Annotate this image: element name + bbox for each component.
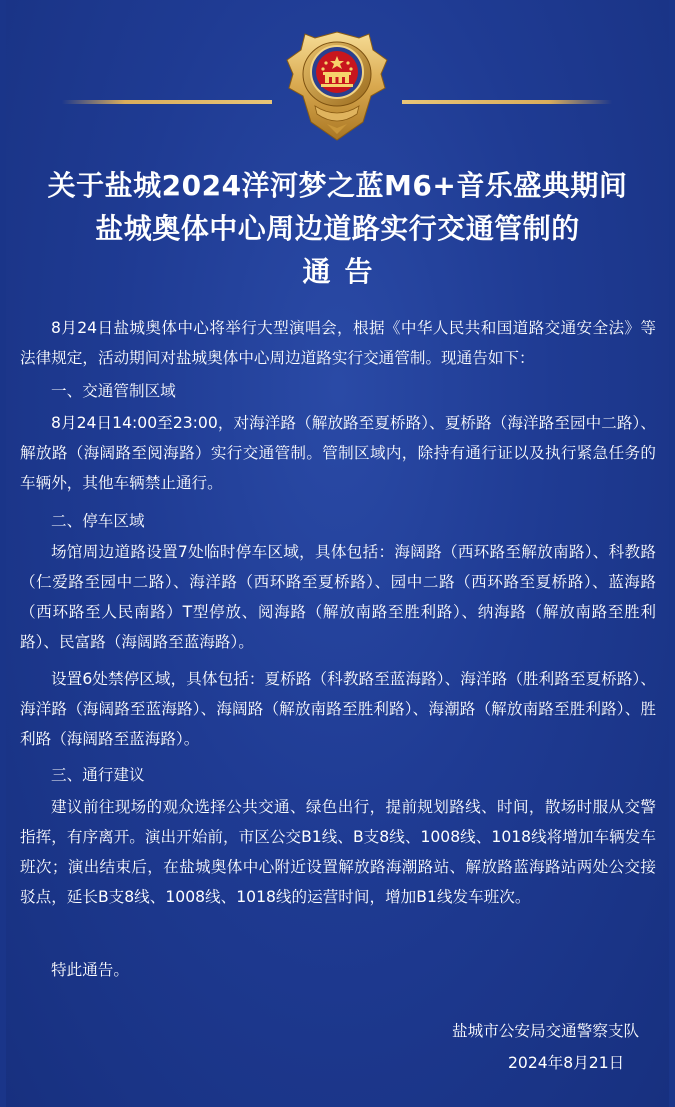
section3-heading: 三、通行建议 xyxy=(51,766,145,784)
police-emblem-icon xyxy=(277,28,397,146)
emblem-header xyxy=(0,28,675,148)
gold-divider-left xyxy=(62,100,272,104)
section2-paragraph-2: 设置6处禁停区域，具体包括：夏桥路（科教路至蓝海路）、海洋路（胜利路至夏桥路）、海洋路（海阔路至蓝海路）、海阔路（解放南路至胜利路）、海潮路（解放南路至胜利路）、胜利路（海阔路至蓝海路）。 xyxy=(20,670,656,748)
issue-date: 2024年8月21日 xyxy=(508,1054,625,1072)
section2-paragraph-1: 场馆周边道路设置7处临时停车区域，具体包括：海阔路（西环路至解放南路）、科教路（仁爱路至园中二路）、海洋路（西环路至夏桥路）、园中二路（西环路至夏桥路）、蓝海路（西环路至人民南路）T型停放、阅海路（解放南路至胜利路）、纳海路（解放南路至胜利路）、民富路（海阔路至蓝海路）。 xyxy=(20,543,656,651)
issuer-name: 盐城市公安局交通警察支队 xyxy=(452,1022,640,1040)
title-line-2: 盐城奥体中心周边道路实行交通管制的 xyxy=(95,212,580,245)
title-line-1: 关于盐城2024洋河梦之蓝M6+音乐盛典期间 xyxy=(47,169,628,202)
gold-divider-right xyxy=(402,100,612,104)
section2-heading: 二、停车区域 xyxy=(51,512,145,530)
closing-text: 特此通告。 xyxy=(51,961,129,979)
section1-paragraph: 8月24日14:00至23:00，对海洋路（解放路至夏桥路）、夏桥路（海洋路至园中二路）、解放路（海阔路至阅海路）实行交通管制。管制区域内，除持有通行证以及执行紧急任务的车辆外，其他车辆禁止通行。 xyxy=(20,414,656,492)
section1-heading: 一、交通管制区域 xyxy=(51,382,176,400)
intro-paragraph: 8月24日盐城奥体中心将举行大型演唱会，根据《中华人民共和国道路交通安全法》等法律规定，活动期间对盐城奥体中心周边道路实行交通管制。现通告如下： xyxy=(20,319,656,367)
section3-paragraph: 建议前往现场的观众选择公共交通、绿色出行，提前规划路线、时间，散场时服从交警指挥，有序离开。演出开始前，市区公交B1线、B支8线、1008线、1018线将增加车辆发车班次；演出结束后，在盐城奥体中心附近设置解放路海潮路站、解放路蓝海路站两处公交接驳点，延长B支8线、1008线、1018线的运营时间，增加B1线发车班次。 xyxy=(20,798,656,906)
title-line-3: 通告 xyxy=(302,255,387,288)
